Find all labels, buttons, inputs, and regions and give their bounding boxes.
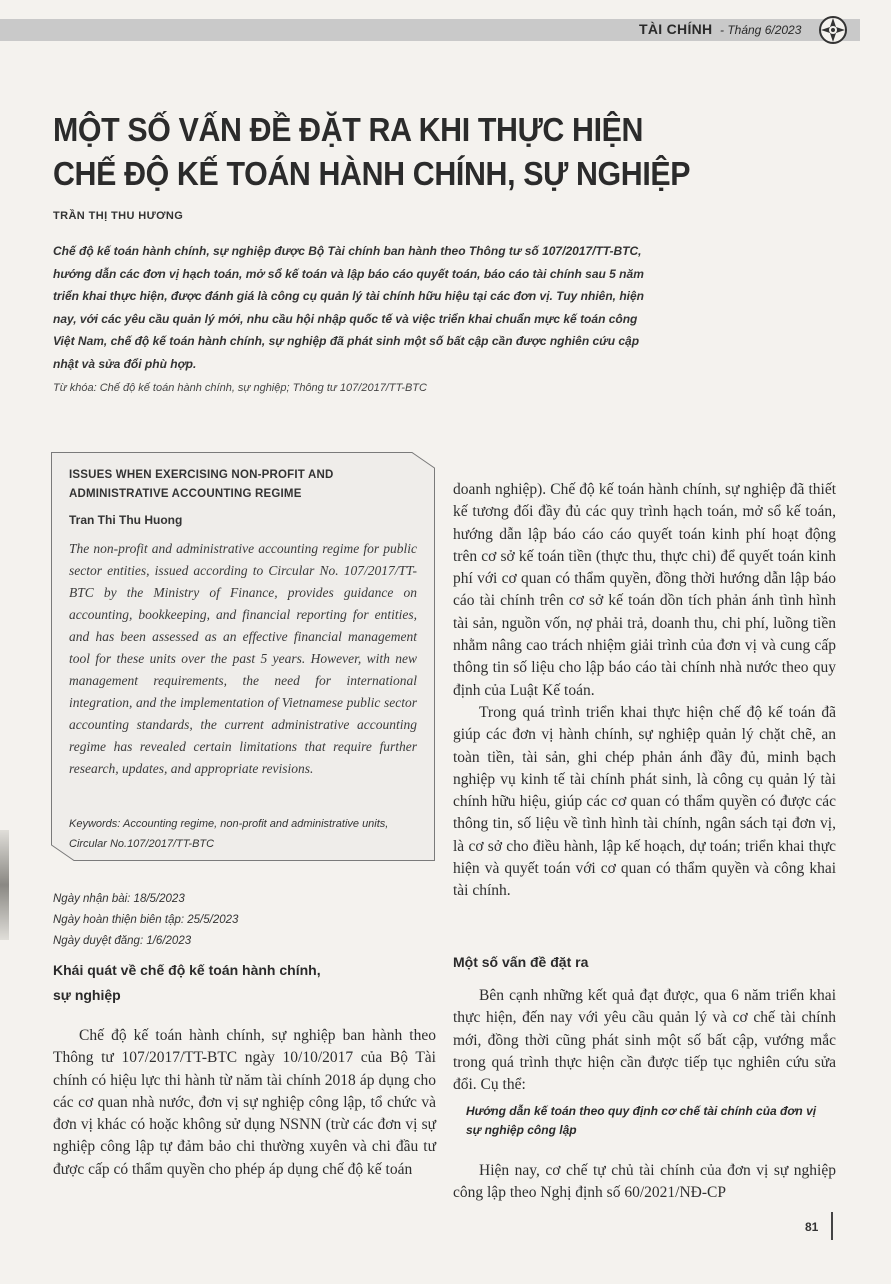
left-column-body (53, 1025, 436, 1181)
right-column-body-bottom (453, 1160, 836, 1205)
ornament-icon (818, 15, 848, 45)
article-title (53, 108, 697, 196)
right-paragraph-2: Trong quá trình triển khai thực hiện chế độ kế toán đã giúp các đơn vị hành chính, sự nghiệp quản lý chặt chẽ, an toàn tiền, tài sản, ghi chép phản ánh đầy đủ, minh bạch nghiệp vụ kinh tế tài chính phát sinh, là công cụ quản lý tài chính hữu hiệu, giúp các cơ quan có thẩm quyền có được các thông tin, số liệu về tình hình tài chính, ngân sách tại đơn vị, là cơ sở cho điều hành, lập kế hoạch, dự toán; triển khai thực hiện và quyết toán với cơ quan có thẩm quyền và công khai tài chính. (453, 703, 836, 900)
right-paragraph-1-cont: doanh nghiệp). Chế độ kế toán hành chính, sự nghiệp đã thiết kế tương đối đầy đủ các quy trình hạch toán, mở sổ kế toán, hướng dẫn lập báo cáo cáo quyết toán kinh phí hoạt động trên cơ sở kế toán tiền (thực thu, thực chi) để quyết toán kinh phí với cơ quan có thẩm quyền, đồng thời hướng dẫn lập báo cáo tài chính trên cơ sở kế toán dồn tích phản ánh tình hình tài sản, nguồn vốn, nợ phải trả, doanh thu, chi phí, luồng tiền nhằm nâng cao trách nhiệm giải trình của đơn vị và cung cấp thông tin số liệu cho lập báo cáo tài chính nhà nước theo quy định của Luật Kế toán. (453, 481, 836, 699)
english-keywords: Keywords: Accounting regime, non-profit and administrative units, Circular No.107/2017/TT-BTC (69, 818, 389, 850)
right-paragraph-4: Hiện nay, cơ chế tự chủ tài chính của đơn vị sự nghiệp công lập theo Nghị định số 60/2021/NĐ-CP (453, 1162, 836, 1202)
scan-edge-mark (0, 830, 9, 940)
title-line-1: MỘT SỐ VẤN ĐỀ ĐẶT RA KHI THỰC HIỆN (53, 111, 644, 148)
keywords-vi: Từ khóa: Chế độ kế toán hành chính, sự nghiệp; Thông tư 107/2017/TT-BTC (53, 382, 427, 394)
english-title: ISSUES WHEN EXERCISING NON-PROFIT AND ADMINISTRATIVE ACCOUNTING REGIME (69, 469, 334, 500)
date-revised: Ngày hoàn thiện biên tập: 25/5/2023 (53, 914, 239, 926)
right-column-body-top (453, 479, 836, 903)
date-approved: Ngày duyệt đăng: 1/6/2023 (53, 935, 192, 947)
left-paragraph-1: Chế độ kế toán hành chính, sự nghiệp ban hành theo Thông tư 107/2017/TT-BTC ngày 10/10/2017 của Bộ Tài chính có hiệu lực thi hành từ năm tài chính 2018 áp dụng cho các cơ quan nhà nước, đơn vị sự nghiệp công lập, tổ chức và đơn vị khác có hoặc không sử dụng NSNN (trừ các đơn vị sự nghiệp công lập tự đảm bảo chi thường xuyên và chi đầu tư được cấp có thẩm quyền cho phép áp dụng chế độ kế toán (53, 1027, 436, 1178)
date-received: Ngày nhận bài: 18/5/2023 (53, 893, 185, 905)
page-number-rule (831, 1212, 833, 1240)
section-heading-overview: Khái quát về chế độ kế toán hành chính, sự nghiệp (53, 962, 321, 1003)
english-abstract: The non-profit and administrative accounting regime for public sector entities, issued according to Circular No. 107/2017/TT-BTC by the Ministry of Finance, provides guidance on accounting, bookkeeping, and financial reporting for entities, and has been assessed as an effective financial management tool for these units over the past 5 years. However, with new management requirements, the need for international integration, and the implementation of Vietnamese public sector accounting standards, the current administrative accounting regime has revealed certain limitations that require further research, updates, and appropriate revisions. (69, 541, 417, 776)
abstract-vi: Chế độ kế toán hành chính, sự nghiệp được Bộ Tài chính ban hành theo Thông tư số 107/2017/TT-BTC, hướng dẫn các đơn vị hạch toán, mở sổ kế toán và lập báo cáo quyết toán, báo cáo tài chính sau 5 năm triển khai thực hiện, được đánh giá là công cụ quản lý tài chính hữu hiệu tại các đơn vị. Tuy nhiên, hiện nay, với các yêu cầu quản lý mới, nhu cầu hội nhập quốc tế và việc triển khai chuẩn mực kế toán công Việt Nam, chế độ kế toán hành chính, sự nghiệp đã phát sinh một số bất cập cần được nghiên cứu cập nhật và sửa đổi phù hợp. (53, 244, 645, 371)
page-number: 81 (805, 1220, 819, 1234)
page-header (0, 0, 891, 44)
right-column-body-mid (453, 985, 836, 1096)
author-name: TRẦN THỊ THU HƯƠNG (53, 210, 184, 222)
header-section: TÀI CHÍNH (639, 21, 713, 37)
header-date: - Tháng 6/2023 (720, 23, 802, 37)
english-author: Tran Thi Thu Huong (69, 513, 183, 527)
subsection-heading: Hướng dẫn kế toán theo quy định cơ chế tài chính của đơn vị sự nghiệp công lập (466, 1104, 817, 1137)
right-paragraph-3: Bên cạnh những kết quả đạt được, qua 6 năm triển khai thực hiện, đến nay với yêu cầu quản lý và cơ chế tài chính mới, đồng thời cũng phát sinh một số bất cập, vướng mắc trong quá trình thực hiện cần được tiếp tục nghiên cứu sửa đổi. Cụ thể: (453, 987, 836, 1094)
section-heading-issues: Một số vấn đề đặt ra (453, 954, 589, 970)
title-line-2: CHẾ ĐỘ KẾ TOÁN HÀNH CHÍNH, SỰ NGHIỆP (53, 155, 691, 192)
publication-dates (53, 889, 238, 952)
